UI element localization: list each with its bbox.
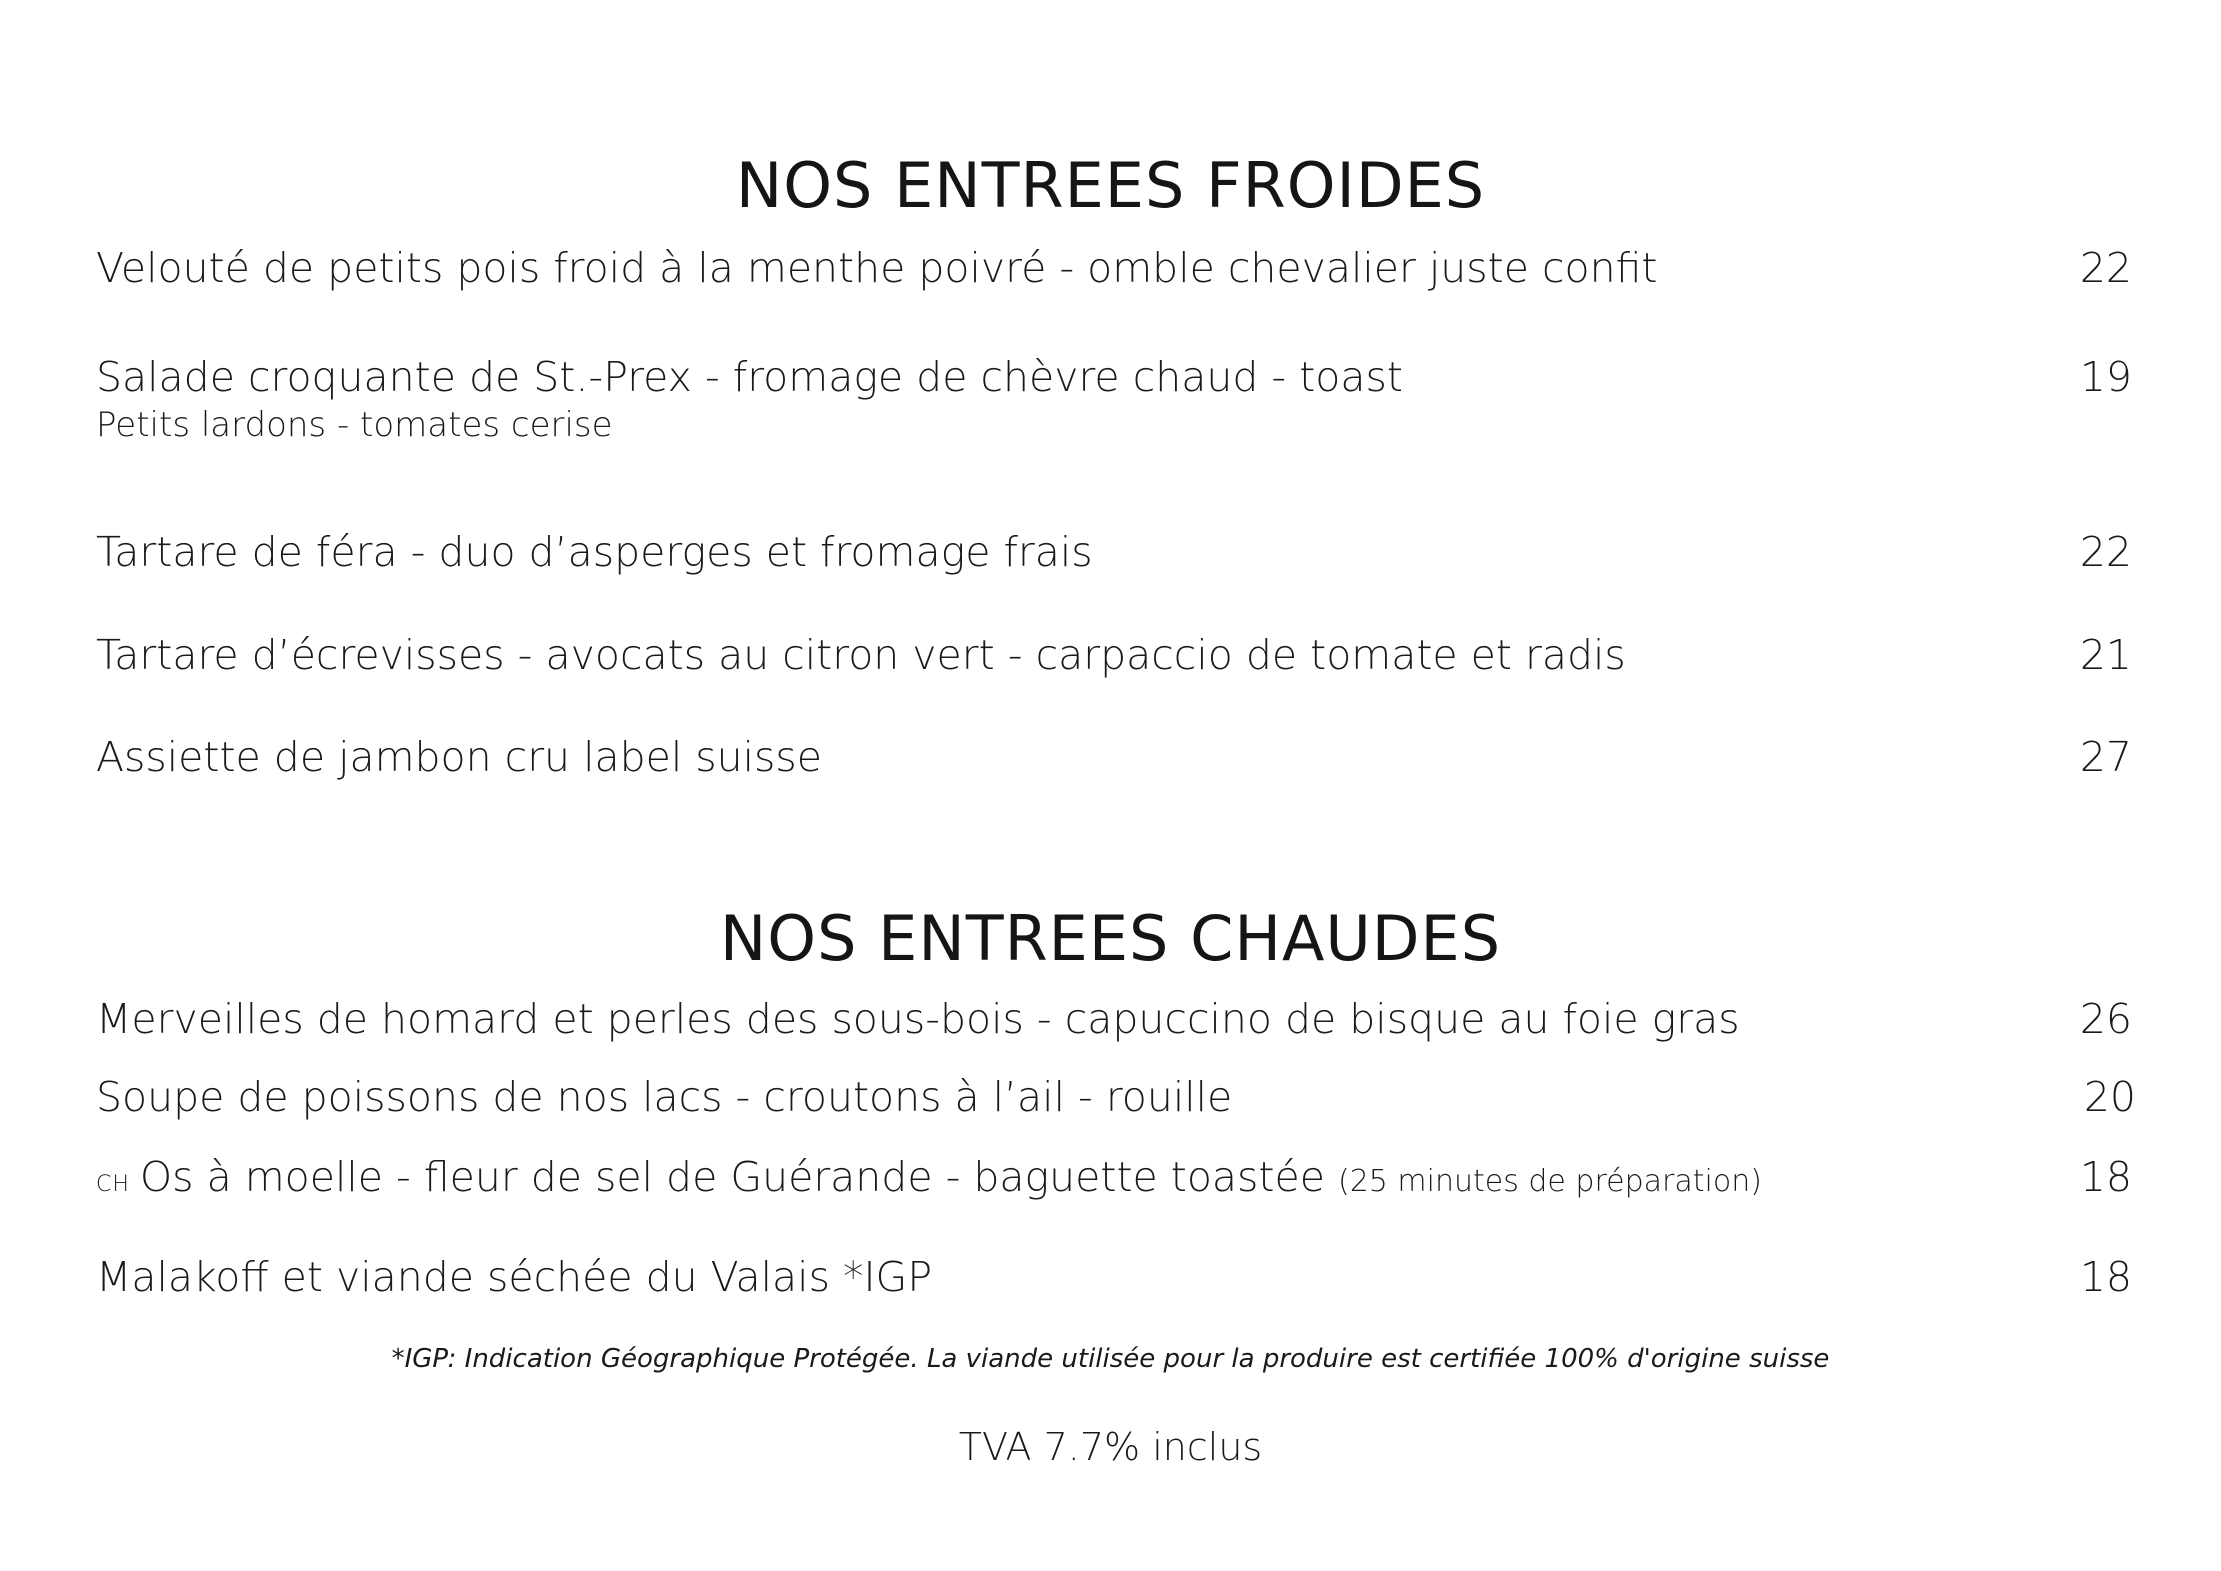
- menu-item: [96, 1255, 2132, 1300]
- menu-item-row: [96, 1155, 2132, 1200]
- menu-item-name: Velouté de petits pois froid à la menthe poivré - omble chevalier juste confit: [96, 244, 1658, 292]
- section-title-entrees-froides: NOS ENTREES FROIDES: [735, 148, 1486, 222]
- igp-footnote: *IGP: Indication Géographique Protégée. La viande utilisée pour la produire est certifiée 100% d'origine suisse: [391, 1344, 1830, 1374]
- menu-item-name: Merveilles de homard et perles des sous-bois - capuccino de bisque au foie gras: [96, 995, 1740, 1043]
- menu-item: [96, 530, 2132, 575]
- menu-item-price: 18: [2079, 1253, 2132, 1301]
- menu-item-row: [96, 997, 2132, 1042]
- menu-item-name: Salade croquante de St.-Prex - fromage de chèvre chaud - toast: [96, 353, 1403, 401]
- menu-item-price: 22: [2079, 528, 2132, 576]
- menu-item-name: Assiette de jambon cru label suisse: [96, 733, 822, 781]
- menu-item-row: [96, 1255, 2132, 1300]
- menu-item-price: 21: [2079, 631, 2132, 679]
- menu-item: [96, 1155, 2132, 1200]
- menu-item-name: Malakoff et viande séchée du Valais *IGP: [96, 1253, 933, 1301]
- origin-prefix-ch: CH: [96, 1172, 130, 1197]
- menu-item-name: Soupe de poissons de nos lacs - croutons à l’ail - rouille: [96, 1073, 1233, 1121]
- menu-item-name: [96, 1155, 1762, 1200]
- menu-item: [96, 633, 2132, 678]
- menu-item-row: [96, 530, 2132, 575]
- menu-item-row: [96, 1073, 2136, 1121]
- menu-item-price: 22: [2079, 244, 2132, 292]
- menu-item-name-text: Os à moelle - fleur de sel de Guérande - baguette toastée: [139, 1153, 1325, 1201]
- menu-item-note: (25 minutes de préparation): [1338, 1164, 1762, 1199]
- menu-item-row: [96, 633, 2132, 678]
- menu-item-price: 18: [2079, 1153, 2132, 1201]
- menu-item-row: [96, 355, 2132, 400]
- menu-item-name: Tartare d’écrevisses - avocats au citron vert - carpaccio de tomate et radis: [96, 631, 1626, 679]
- menu-item: [96, 246, 2132, 291]
- menu-item-price: 26: [2079, 995, 2132, 1043]
- menu-item-row: [96, 246, 2132, 291]
- menu-item: [96, 735, 2132, 780]
- menu-item: [96, 1073, 2136, 1121]
- menu-item: [96, 997, 2132, 1042]
- menu-item-price: 19: [2079, 353, 2132, 401]
- menu-item-price: 27: [2079, 733, 2132, 781]
- menu-item-subline: Petits lardons - tomates cerise: [96, 405, 613, 446]
- menu-item-row: [96, 735, 2132, 780]
- vat-notice: TVA 7.7% inclus: [958, 1425, 1263, 1469]
- menu-item: [96, 355, 2132, 445]
- section-title-entrees-chaudes: NOS ENTREES CHAUDES: [719, 901, 1502, 975]
- menu-item-price: 20: [2083, 1073, 2136, 1121]
- menu-item-name: Tartare de féra - duo d’asperges et fromage frais: [96, 528, 1093, 576]
